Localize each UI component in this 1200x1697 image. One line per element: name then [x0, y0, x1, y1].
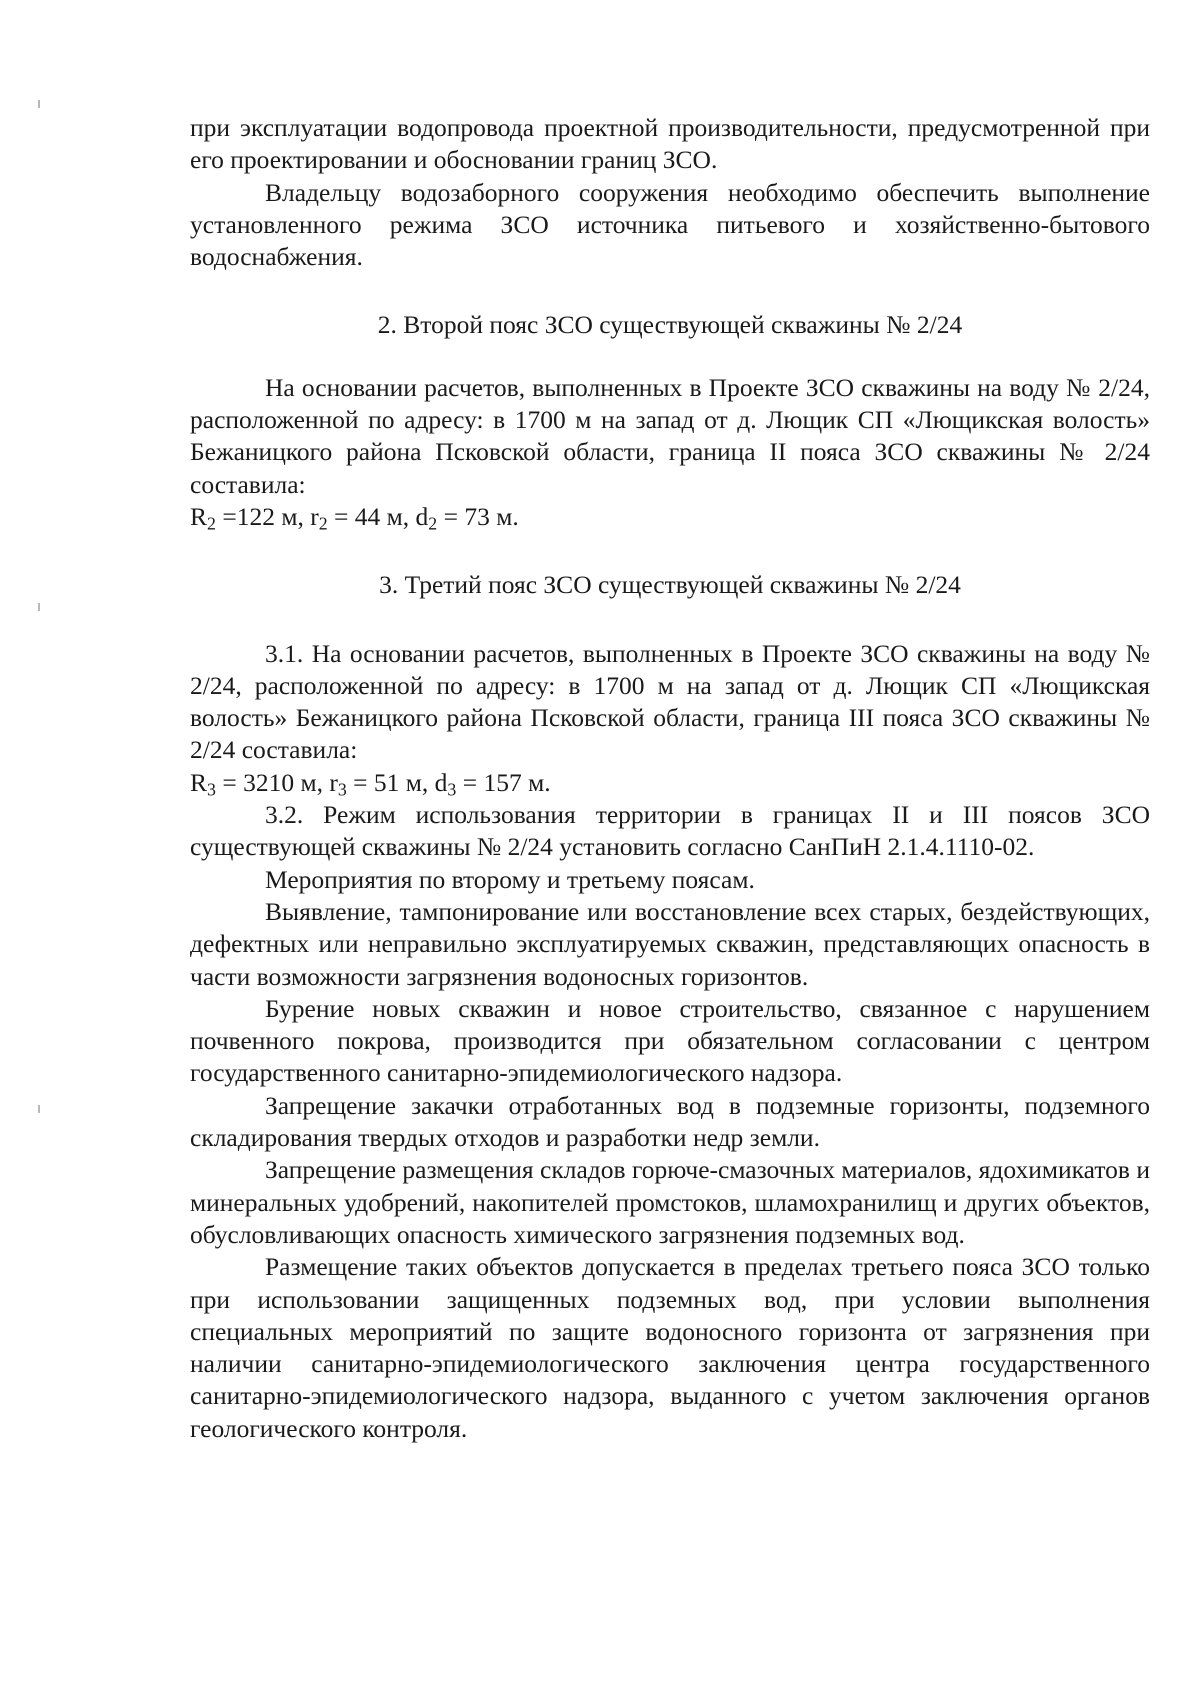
paragraph-continuation: при эксплуатации водопровода проектной производительности, предусмотренной при его проектировании и обосновании границ ЗСО.	[190, 113, 1150, 175]
scan-mark-1	[38, 100, 40, 108]
measures-heading: Мероприятия по второму и третьему поясам.	[265, 864, 755, 894]
measure-injection-ban: Запрещение закачки отработанных вод в подземные горизонты, подземного складирования твердых отходов и разработки недр земли.	[190, 1090, 1150, 1153]
section-2-text: На основании расчетов, выполненных в Проекте ЗСО скважины на воду № 2/24, расположенной по адресу: в 1700 м на запад от д. Лющик СП «Лющикская волость» Бежаницкого района Псковской области, граница II пояса ЗСО скважины № 2/24 составила:	[190, 372, 1150, 499]
document-page	[190, 112, 1150, 1445]
section-2-formula: $R_2 =122$ м, $r_2 = 44$ м, $d_2 = 73$ м.	[190, 501, 519, 534]
scan-mark-3	[38, 1105, 40, 1113]
section-3-formula: $R_3 = 3210$ м, $r_3 = 51$ м, $d_3 = 157$ м.	[190, 767, 551, 800]
section-2-heading: 2. Второй пояс ЗСО существующей скважины № 2/24	[377, 310, 963, 340]
section-3-heading: 3. Третий пояс ЗСО существующей скважины № 2/24	[379, 570, 961, 600]
scan-mark-2	[38, 603, 40, 611]
measure-wells-detection: Выявление, тампонирование или восстановление всех старых, бездействующих, дефектных или неправильно эксплуатируемых скважин, представляющих опасность в части возможности загрязнения водоносных горизонтов.	[190, 896, 1150, 991]
paragraph-owner-duty: Владельцу водозаборного сооружения необходимо обеспечить выполнение установленного режима ЗСО источника питьевого и хозяйственно-бытового водоснабжения.	[190, 177, 1150, 272]
section-3-1-text: 3.1. На основании расчетов, выполненных в Проекте ЗСО скважины на воду № 2/24, расположенной по адресу: в 1700 м на запад от д. Лющик СП «Лющикская волость» Бежаницкого района Псковской области, граница III пояса ЗСО скважины № 2/24 составила:	[190, 638, 1150, 765]
section-3-2-text: 3.2. Режим использования территории в границах II и III поясов ЗСО существующей скважины № 2/24 установить согласно СанПиН 2.1.4.1110-02.	[190, 800, 1150, 862]
measure-drilling: Бурение новых скважин и новое строительство, связанное с нарушением почвенного покрова, производится при обязательном согласовании с центром государственного санитарно-эпидемиологического надзора.	[190, 993, 1150, 1088]
measure-placement-conditions: Размещение таких объектов допускается в пределах третьего пояса ЗСО только при использовании защищенных подземных вод, при условии выполнения специальных мероприятий по защите водоносного горизонта от загрязнения при наличии санитарно-эпидемиологического заключения центра государственного санитарно-эпидемиологического надзора, выданного с учетом заключения органов геологического контроля.	[190, 1252, 1150, 1443]
measure-storage-ban: Запрещение размещения складов горюче-смазочных материалов, ядохимикатов и минеральных удобрений, накопителей промстоков, шламохранилищ и других объектов, обусловливающих опасность химического загрязнения подземных вод.	[190, 1155, 1150, 1249]
